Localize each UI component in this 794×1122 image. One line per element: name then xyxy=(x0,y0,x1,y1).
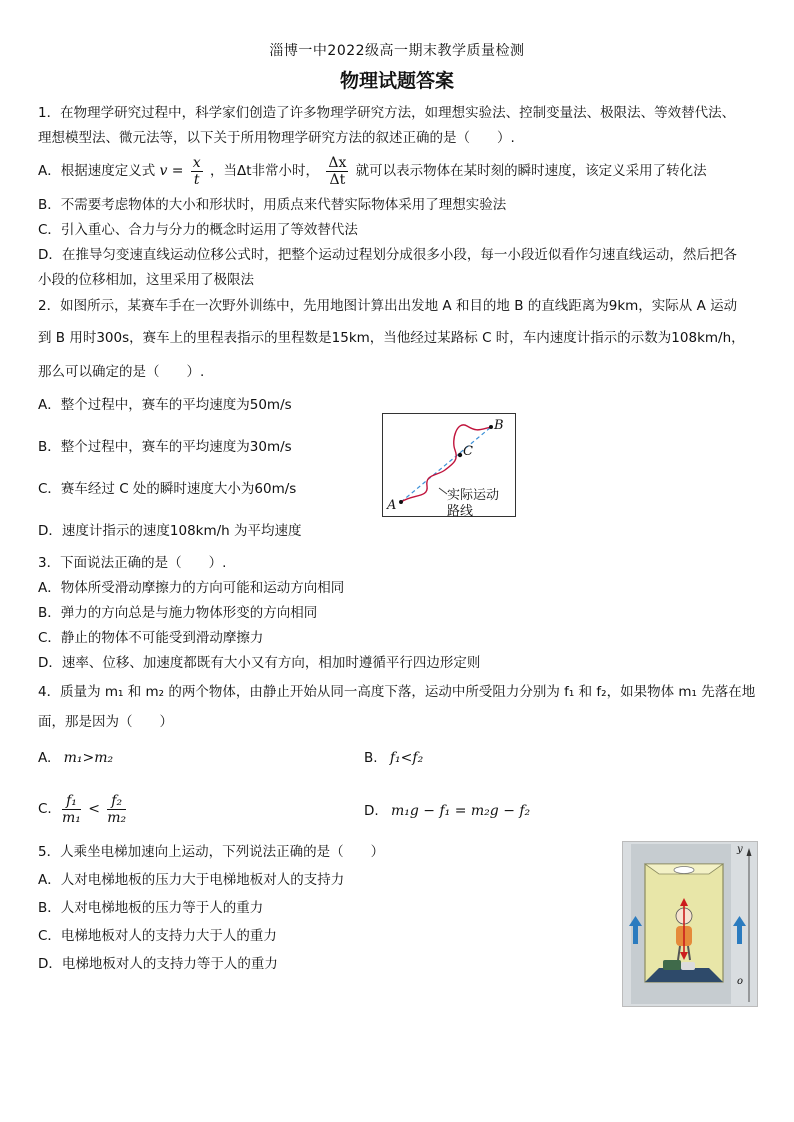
point-c-dot xyxy=(458,453,462,457)
q4-option-a-label: A. xyxy=(38,750,52,766)
fig-axis-y-label: y xyxy=(737,844,743,855)
fraction-numerator: f₁ xyxy=(62,793,81,810)
q4-option-d xyxy=(364,802,530,820)
q4-option-c xyxy=(38,790,129,828)
fraction-numerator: x xyxy=(192,154,201,171)
ceiling-light xyxy=(674,867,694,874)
q1-option-a-fraction2 xyxy=(326,155,348,188)
q3-option-c: C．静止的物体不可能受到滑动摩擦力 xyxy=(38,630,264,646)
q2-option-d: D．速度计指示的速度108km/h 为平均速度 xyxy=(38,523,302,539)
q4-stem-line2: 面，那是因为（ ） xyxy=(38,714,173,730)
q3-stem: 3．下面说法正确的是（ ）. xyxy=(38,555,227,571)
left-up-arrow-shaft xyxy=(633,924,638,944)
q1-option-d-line1: D．在推导匀变速直线运动位移公式时，把整个运动过程划分成很多小段，每一小段近似看作匀速直线运动，然后把各 xyxy=(38,247,737,263)
luggage-box xyxy=(663,960,681,970)
q4-option-c-label: C. xyxy=(38,801,52,817)
q4-option-c-fraction1 xyxy=(62,793,81,826)
q5-option-a: A．人对电梯地板的压力大于电梯地板对人的支持力 xyxy=(38,872,345,888)
q4-option-c-operator: < xyxy=(88,801,100,817)
q1-option-a-v: v xyxy=(159,163,168,179)
fig-caption-line2: 路线 xyxy=(447,504,474,519)
fig-label-a: A xyxy=(387,498,397,513)
fraction-denominator: m₂ xyxy=(107,809,127,826)
q2-stem-line2: 到 B 用时300s，赛车上的里程表指示的里程数是15km，当他经过某路标 C 时，车内速度计指示的示数为108km/h， xyxy=(38,330,745,346)
q4-option-b xyxy=(364,749,423,767)
fig-caption-line1: 实际运动 xyxy=(447,488,500,503)
q4-option-b-expr: f₁<f₂ xyxy=(389,750,424,766)
q1-option-c: C．引入重心、合力与分力的概念时运用了等效替代法 xyxy=(38,222,358,238)
fraction-numerator: f₂ xyxy=(107,793,126,810)
q2-route-figure xyxy=(382,413,516,517)
q4-option-d-expr: m₁g − f₁ = m₂g − f₂ xyxy=(390,803,531,819)
q5-stem: 5．人乘坐电梯加速向上运动，下列说法正确的是（ ） xyxy=(38,844,385,860)
q2-option-a: A．整个过程中，赛车的平均速度为50m/s xyxy=(38,397,292,413)
q1-option-a-mid: ，当Δt非常小时， xyxy=(210,163,320,179)
q2-stem-line1: 2．如图所示，某赛车手在一次野外训练中，先用地图计算出出发地 A 和目的地 B 的直线距离为9km，实际从 A 运动 xyxy=(38,298,738,314)
q1-option-a-suffix: 就可以表示物体在某时刻的瞬时速度，该定义采用了转化法 xyxy=(355,163,707,179)
caption-pointer xyxy=(439,488,447,494)
q1-option-a xyxy=(38,152,707,190)
q4-option-a xyxy=(38,749,113,767)
q5-option-d: D．电梯地板对人的支持力等于人的重力 xyxy=(38,956,278,972)
point-a-dot xyxy=(399,500,403,504)
q2-option-b: B．整个过程中，赛车的平均速度为30m/s xyxy=(38,439,292,455)
q4-option-d-label: D. xyxy=(364,803,379,819)
q3-option-d: D．速率、位移、加速度都既有大小又有方向，相加时遵循平行四边形定则 xyxy=(38,655,481,671)
right-up-arrow-shaft xyxy=(737,924,742,944)
q1-option-b: B．不需要考虑物体的大小和形状时，用质点来代替实际物体采用了理想实验法 xyxy=(38,197,507,213)
q2-stem-line3: 那么可以确定的是（ ）. xyxy=(38,364,205,380)
q4-option-b-label: B. xyxy=(364,750,378,766)
q5-option-b: B．人对电梯地板的压力等于人的重力 xyxy=(38,900,264,916)
q3-option-b: B．弹力的方向总是与施力物体形变的方向相同 xyxy=(38,605,318,621)
fig-label-c: C xyxy=(463,444,473,459)
fraction-numerator: Δx xyxy=(328,154,347,171)
fraction-denominator: t xyxy=(193,171,200,188)
q4-stem-line1: 4．质量为 m₁ 和 m₂ 的两个物体，由静止开始从同一高度下落，运动中所受阻力分别为 f₁ 和 f₂，如果物体 m₁ 先落在地 xyxy=(38,684,756,700)
fig-axis-o-label: o xyxy=(737,976,744,987)
q1-option-a-prefix: A．根据速度定义式 xyxy=(38,163,156,179)
q2-option-c: C．赛车经过 C 处的瞬时速度大小为60m/s xyxy=(38,481,297,497)
point-b-dot xyxy=(489,425,493,429)
page-title: 物理试题答案 xyxy=(339,70,454,92)
q1-option-a-fraction xyxy=(191,155,203,188)
q1-option-d-line2: 小段的位移相加，这里采用了极限法 xyxy=(38,272,254,288)
fraction-denominator: m₁ xyxy=(62,809,81,826)
q1-stem-line2: 理想模型法、微元法等，以下关于所用物理学研究方法的叙述正确的是（ ）. xyxy=(38,130,515,146)
fraction-denominator: Δt xyxy=(329,171,346,188)
fig-label-b: B xyxy=(494,418,504,433)
q3-option-a: A．物体所受滑动摩擦力的方向可能和运动方向相同 xyxy=(38,580,345,596)
q4-option-c-fraction2 xyxy=(107,793,126,826)
exam-header: 淄博一中2022级高一期末教学质量检测 xyxy=(269,43,525,59)
q1-stem-line1: 1．在物理学研究过程中，科学家们创造了许多物理学研究方法，如理想实验法、控制变量法、极限法、等效替代法、 xyxy=(38,105,736,121)
q5-elevator-figure xyxy=(622,841,758,1007)
luggage-bag xyxy=(681,962,695,970)
q4-option-a-expr: m₁>m₂ xyxy=(63,750,114,766)
q5-option-c: C．电梯地板对人的支持力大于人的重力 xyxy=(38,928,277,944)
q1-option-a-eq: = xyxy=(171,163,184,179)
